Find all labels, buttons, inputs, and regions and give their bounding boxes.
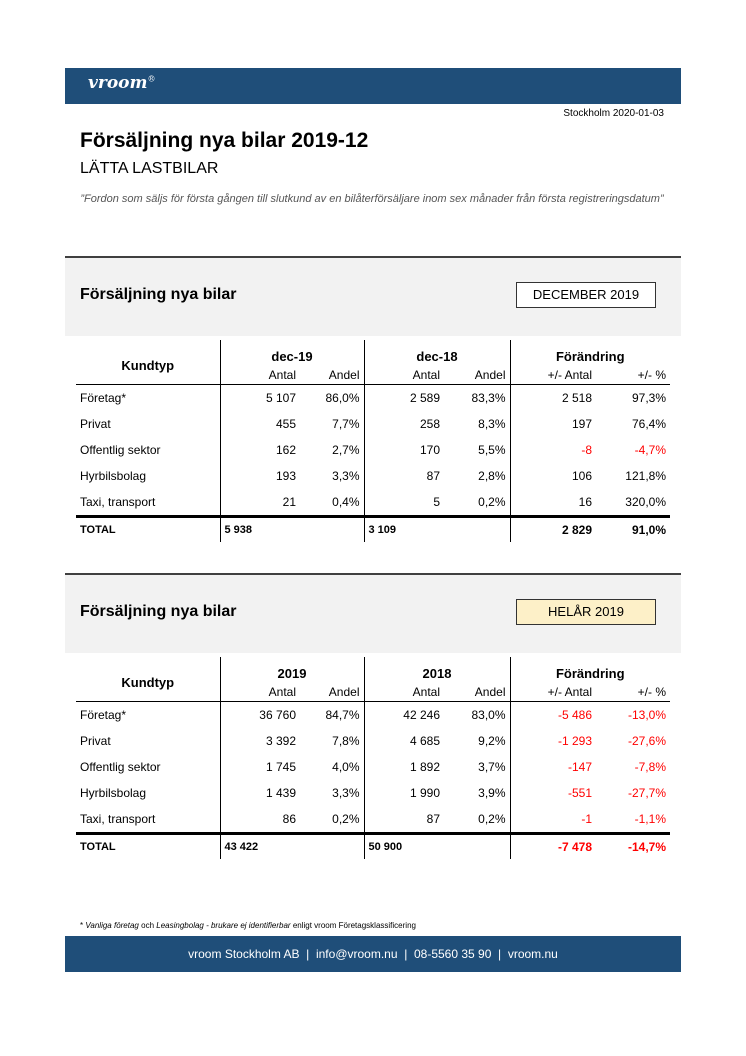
col-kundtyp: Kundtyp [76, 340, 220, 385]
footnote-text: enligt vroom Företagsklassificering [292, 921, 416, 930]
sub-antal: Antal [220, 366, 300, 385]
total-row [76, 517, 670, 543]
total-label: TOTAL [76, 517, 220, 543]
sub-andel: Andel [300, 683, 364, 702]
total-row [76, 834, 670, 860]
table-header-row [76, 340, 670, 366]
cell-previous-andel: 5,5% [478, 443, 506, 457]
total-current-antal: 43 422 [220, 834, 300, 860]
table-row [76, 806, 670, 834]
total-label: TOTAL [76, 834, 220, 860]
sub-diff: +/- Antal [510, 683, 596, 702]
col-previous: 2018 [364, 657, 510, 683]
cell-current-andel: 84,7% [325, 708, 360, 722]
row-label: Privat [80, 417, 111, 431]
footnote-mark: * [80, 921, 84, 930]
sales-table-year [76, 657, 670, 859]
cell-diff: -8 [510, 437, 596, 463]
col-change: Förändring [510, 340, 670, 366]
footnote-text: och [141, 921, 155, 930]
table-row [76, 411, 670, 437]
cell-current-andel: 2,7% [332, 443, 360, 457]
total-empty [444, 834, 510, 860]
cell-previous-andel: 3,7% [478, 760, 506, 774]
cell-current-antal: 193 [220, 463, 300, 489]
cell-current-antal: 36 760 [220, 702, 300, 729]
total-empty [444, 517, 510, 543]
cell-current-andel: 7,7% [332, 417, 360, 431]
cell-previous-antal: 258 [364, 411, 444, 437]
cell-current-andel: 86,0% [325, 391, 360, 405]
footer-bar [65, 936, 681, 972]
cell-pct: 320,0% [625, 495, 666, 509]
cell-current-antal: 5 107 [220, 385, 300, 412]
col-change: Förändring [510, 657, 670, 683]
cell-diff: -1 [510, 806, 596, 834]
cell-pct: -13,0% [627, 708, 666, 722]
cell-previous-andel: 83,0% [471, 708, 506, 722]
cell-pct: -4,7% [634, 443, 666, 457]
footer-contact: vroom Stockholm AB | info@vroom.nu | 08-5560 35 90 | vroom.nu [188, 947, 558, 961]
cell-previous-andel: 9,2% [478, 734, 506, 748]
definition-quote: ”Fordon som säljs för första gången till slutkund av en bilåterförsäljare inom sex månader från första registreringsdatum” [80, 193, 664, 205]
section-year [65, 573, 681, 873]
section-title: Försäljning nya bilar [80, 603, 237, 620]
sub-antal: Antal [220, 683, 300, 702]
total-current-antal: 5 938 [220, 517, 300, 543]
cell-previous-antal: 1 892 [364, 754, 444, 780]
cell-current-andel: 3,3% [332, 469, 360, 483]
cell-diff: 106 [510, 463, 596, 489]
sub-antal: Antal [364, 366, 444, 385]
total-diff: -7 478 [510, 834, 596, 860]
row-label: Offentlig sektor [80, 443, 161, 457]
row-label: Taxi, transport [80, 812, 156, 826]
cell-current-andel: 4,0% [332, 760, 360, 774]
cell-previous-antal: 1 990 [364, 780, 444, 806]
cell-previous-antal: 4 685 [364, 728, 444, 754]
cell-previous-antal: 5 [364, 489, 444, 517]
sub-andel: Andel [444, 366, 510, 385]
cell-diff: 2 518 [510, 385, 596, 412]
cell-previous-antal: 2 589 [364, 385, 444, 412]
report-date: Stockholm 2020-01-03 [563, 108, 664, 119]
sub-andel: Andel [300, 366, 364, 385]
total-previous-antal: 50 900 [364, 834, 444, 860]
cell-diff: -1 293 [510, 728, 596, 754]
cell-current-andel: 0,4% [332, 495, 360, 509]
cell-current-antal: 1 439 [220, 780, 300, 806]
sub-andel: Andel [444, 683, 510, 702]
logo-text: vroom [88, 73, 148, 93]
footnote-text: Leasingbolag - brukare ej identifierbar [156, 921, 291, 930]
cell-current-andel: 0,2% [332, 812, 360, 826]
cell-previous-andel: 3,9% [478, 786, 506, 800]
cell-previous-antal: 170 [364, 437, 444, 463]
cell-pct: 97,3% [631, 391, 666, 405]
section-title: Försäljning nya bilar [80, 286, 237, 303]
sub-pct: +/- % [596, 366, 670, 385]
cell-current-antal: 162 [220, 437, 300, 463]
cell-pct: 121,8% [625, 469, 666, 483]
table-row [76, 702, 670, 729]
cell-current-antal: 86 [220, 806, 300, 834]
page-title: Försäljning nya bilar 2019-12 [80, 129, 369, 152]
logo-registered-mark: ® [147, 74, 156, 84]
total-pct: -14,7% [596, 834, 670, 860]
cell-diff: -147 [510, 754, 596, 780]
row-label: Företag* [80, 391, 127, 405]
table-header-row [76, 657, 670, 683]
total-empty [300, 834, 364, 860]
total-previous-antal: 3 109 [364, 517, 444, 543]
table-row [76, 728, 670, 754]
col-previous: dec-18 [364, 340, 510, 366]
table-row [76, 385, 670, 412]
cell-diff: 197 [510, 411, 596, 437]
row-label: Taxi, transport [80, 495, 156, 509]
cell-current-antal: 455 [220, 411, 300, 437]
col-current: 2019 [220, 657, 364, 683]
cell-current-antal: 3 392 [220, 728, 300, 754]
col-current: dec-19 [220, 340, 364, 366]
cell-previous-andel: 0,2% [478, 812, 506, 826]
row-label: Privat [80, 734, 111, 748]
total-pct: 91,0% [596, 517, 670, 543]
cell-previous-antal: 42 246 [364, 702, 444, 729]
cell-pct: -27,6% [627, 734, 666, 748]
footnote-text: Vanliga företag [85, 921, 139, 930]
cell-diff: -551 [510, 780, 596, 806]
total-diff: 2 829 [510, 517, 596, 543]
cell-current-antal: 21 [220, 489, 300, 517]
sub-pct: +/- % [596, 683, 670, 702]
top-brand-bar [65, 68, 681, 104]
cell-diff: 16 [510, 489, 596, 517]
cell-diff: -5 486 [510, 702, 596, 729]
cell-previous-andel: 8,3% [478, 417, 506, 431]
footnote [80, 921, 416, 930]
cell-pct: -7,8% [634, 760, 666, 774]
sub-diff: +/- Antal [510, 366, 596, 385]
cell-previous-andel: 0,2% [478, 495, 506, 509]
table-row [76, 489, 670, 517]
cell-pct: -27,7% [627, 786, 666, 800]
cell-pct: 76,4% [631, 417, 666, 431]
section-month [65, 256, 681, 556]
cell-previous-andel: 83,3% [471, 391, 506, 405]
row-label: Offentlig sektor [80, 760, 161, 774]
col-kundtyp: Kundtyp [76, 657, 220, 702]
cell-previous-andel: 2,8% [478, 469, 506, 483]
total-empty [300, 517, 364, 543]
table-row [76, 780, 670, 806]
cell-current-andel: 7,8% [332, 734, 360, 748]
table-row [76, 754, 670, 780]
sub-antal: Antal [364, 683, 444, 702]
table-row [76, 437, 670, 463]
page-subtitle: LÄTTA LASTBILAR [80, 160, 219, 177]
table-row [76, 463, 670, 489]
vroom-logo [88, 73, 156, 93]
row-label: Hyrbilsbolag [80, 786, 147, 800]
cell-pct: -1,1% [634, 812, 666, 826]
sales-table-month [76, 340, 670, 542]
cell-previous-antal: 87 [364, 806, 444, 834]
period-badge: DECEMBER 2019 [516, 282, 656, 308]
cell-current-andel: 3,3% [332, 786, 360, 800]
row-label: Hyrbilsbolag [80, 469, 147, 483]
row-label: Företag* [80, 708, 127, 722]
period-badge: HELÅR 2019 [516, 599, 656, 625]
cell-current-antal: 1 745 [220, 754, 300, 780]
cell-previous-antal: 87 [364, 463, 444, 489]
